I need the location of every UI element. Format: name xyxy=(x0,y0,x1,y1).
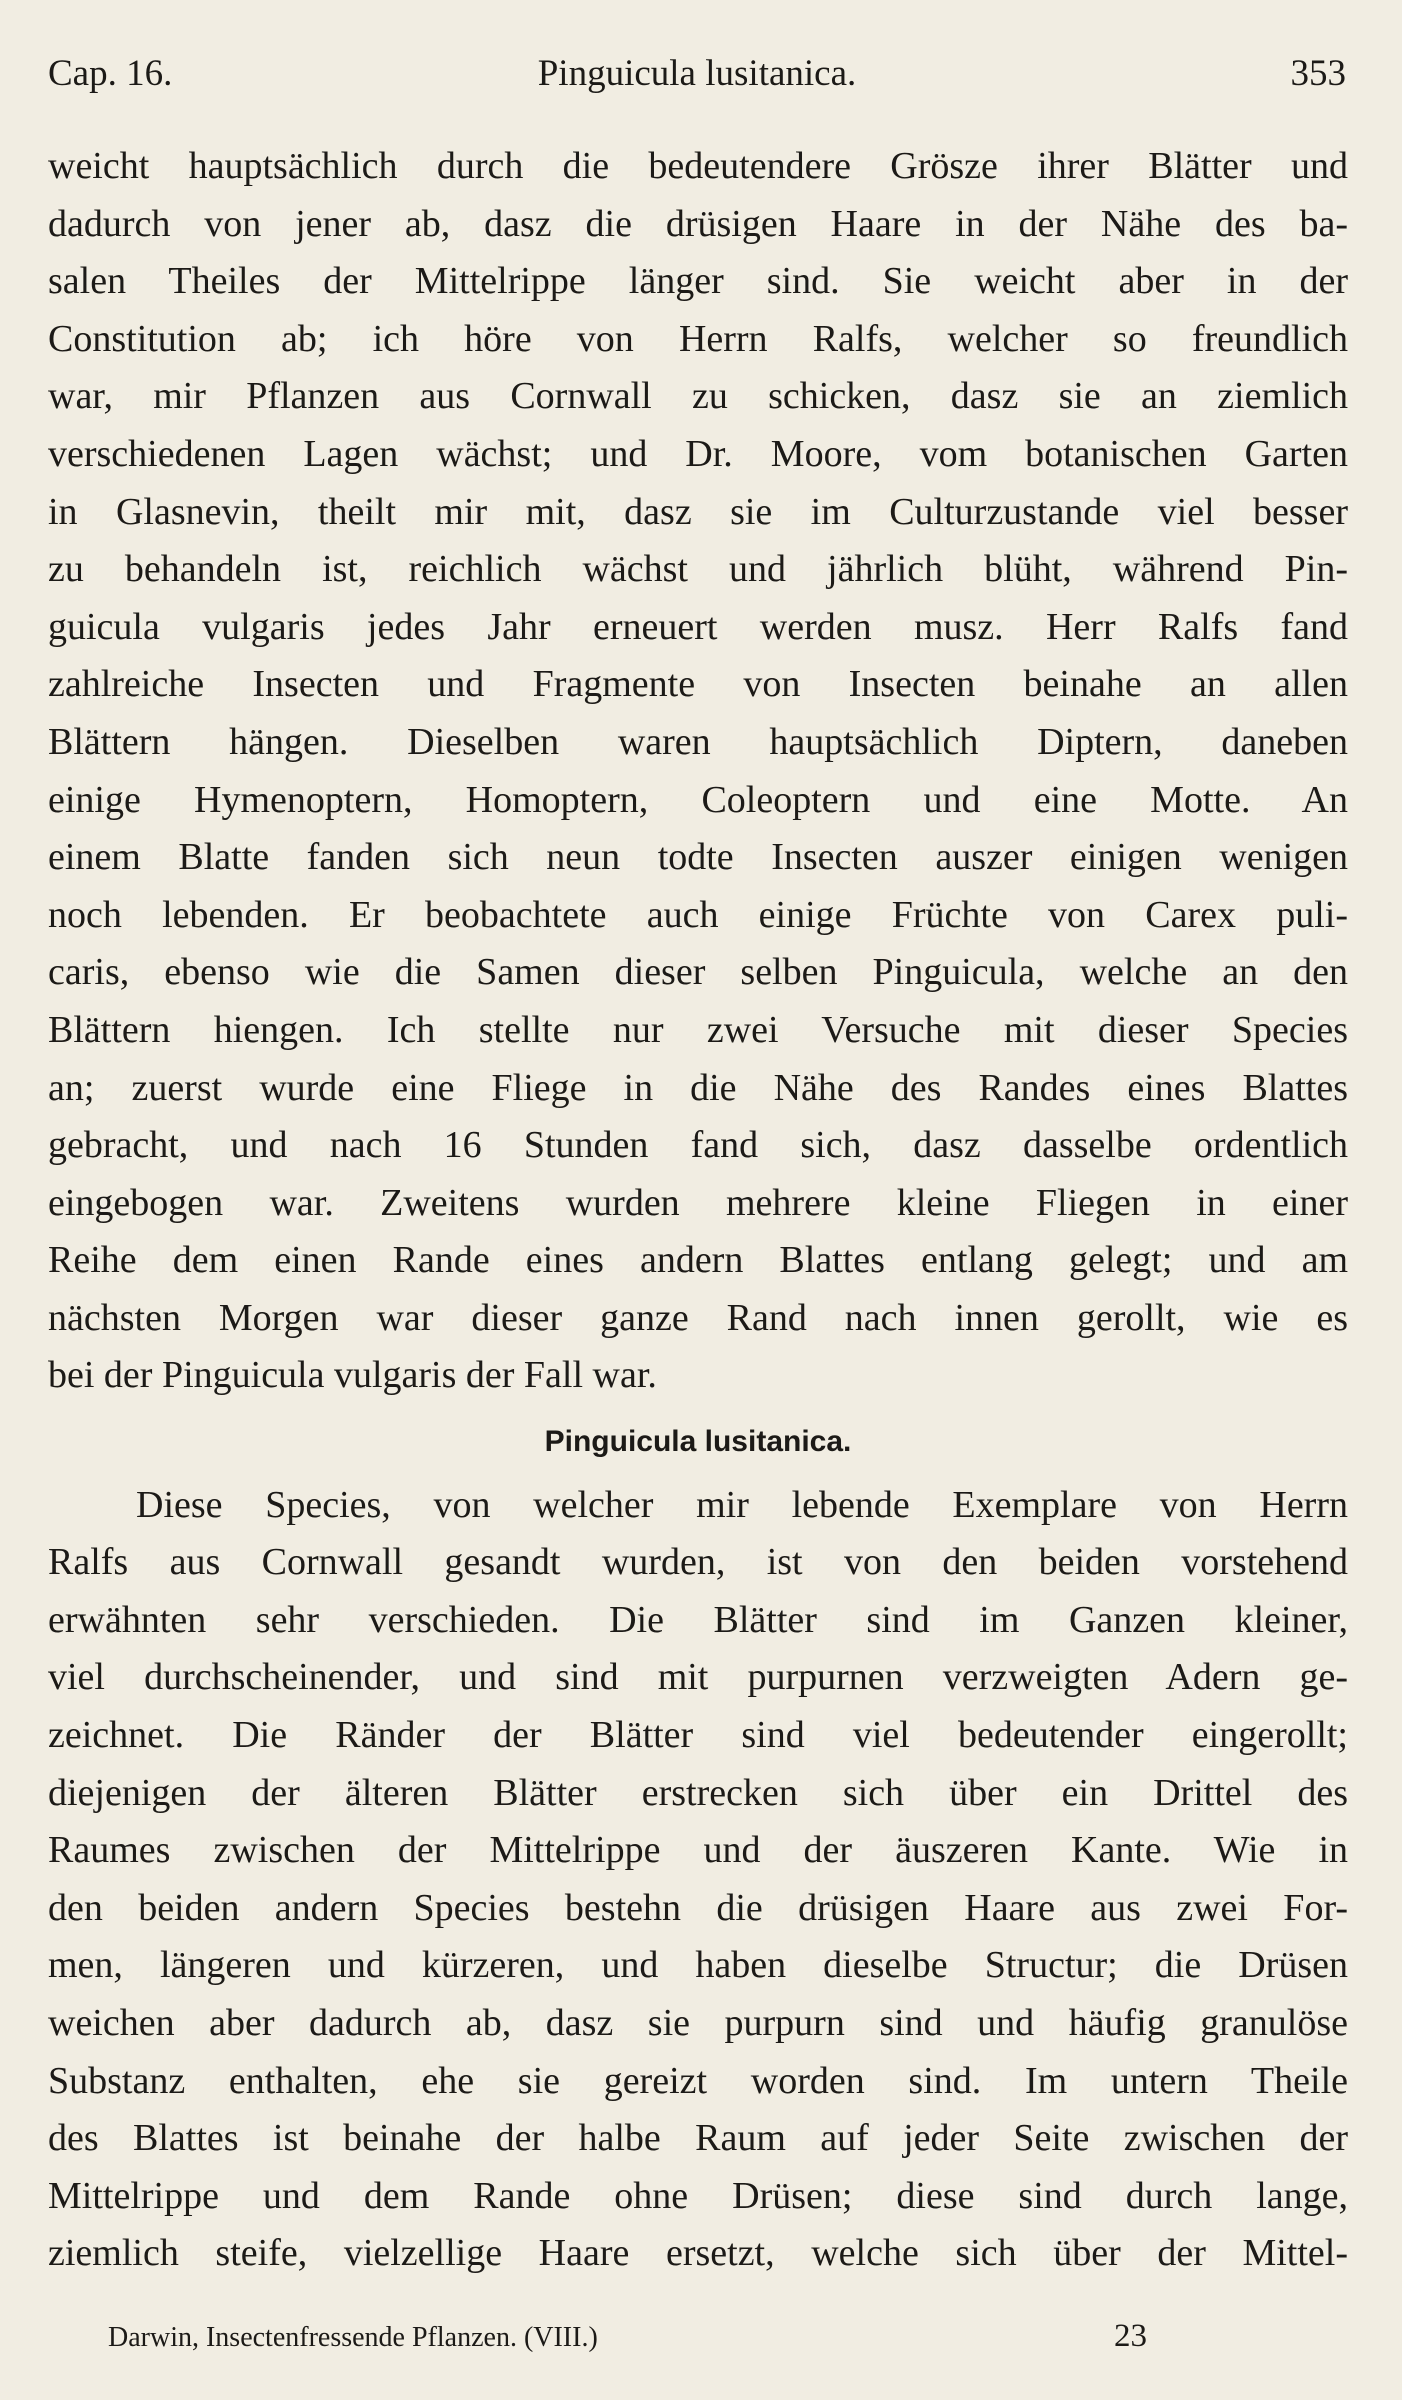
text-line: zu behandeln ist, reichlich wächst und jährlich blüht, während Pin- xyxy=(48,548,1348,591)
page-footer xyxy=(108,2318,1346,2358)
text-line: den beiden andern Species bestehn die drüsigen Haare aus zwei For- xyxy=(48,1886,1348,1929)
text-line: dadurch von jener ab, dasz die drüsigen Haare in der Nähe des ba- xyxy=(48,202,1348,245)
chapter-label: Cap. 16. xyxy=(48,53,173,94)
text-line: Reihe dem einen Rande eines andern Blattes entlang gelegt; und am xyxy=(48,1239,1348,1282)
text-line: Mittelrippe und dem Rande ohne Drüsen; diese sind durch lange, xyxy=(48,2174,1348,2217)
text-line: eingebogen war. Zweitens wurden mehrere kleine Fliegen in einer xyxy=(48,1181,1348,1224)
text-line: diejenigen der älteren Blätter erstrecken sich über ein Drittel des xyxy=(48,1771,1348,1814)
text-line: Substanz enthalten, ehe sie gereizt worden sind. Im untern Theile xyxy=(48,2059,1348,2102)
text-line: zahlreiche Insecten und Fragmente von Insecten beinahe an allen xyxy=(48,663,1348,706)
text-line: Diese Species, von welcher mir lebende Exemplare von Herrn xyxy=(136,1483,1348,1526)
text-line: noch lebenden. Er beobachtete auch einige Früchte von Carex puli- xyxy=(48,893,1348,936)
paragraph-2 xyxy=(48,1477,1348,2283)
body-text xyxy=(48,138,1348,2283)
text-line: war, mir Pflanzen aus Cornwall zu schicken, dasz sie an ziemlich xyxy=(48,375,1348,418)
text-line: Ralfs aus Cornwall gesandt wurden, ist von den beiden vorstehend xyxy=(48,1541,1348,1584)
text-line: Blättern hiengen. Ich stellte nur zwei Versuche mit dieser Species xyxy=(48,1008,1348,1051)
text-line: weicht hauptsächlich durch die bedeutendere Grösze ihrer Blätter und xyxy=(48,145,1348,187)
text-line: gebracht, und nach 16 Stunden fand sich, dasz dasselbe ordentlich xyxy=(48,1124,1348,1167)
text-line: guicula vulgaris jedes Jahr erneuert werden musz. Herr Ralfs fand xyxy=(48,605,1348,648)
text-line: des Blattes ist beinahe der halbe Raum auf jeder Seite zwischen der xyxy=(48,2117,1348,2160)
text-line: an; zuerst wurde eine Fliege in die Nähe des Randes eines Blattes xyxy=(48,1066,1348,1109)
section-heading: Pinguicula lusitanica. xyxy=(544,1425,852,1459)
text-line: einem Blatte fanden sich neun todte Insecten auszer einigen wenigen xyxy=(48,836,1348,879)
signature-mark: 23 xyxy=(1114,2318,1147,2354)
text-line: men, längeren und kürzeren, und haben dieselbe Structur; die Drüsen xyxy=(48,1944,1348,1987)
text-line: caris, ebenso wie die Samen dieser selben Pinguicula, welche an den xyxy=(48,951,1348,994)
text-line: Raumes zwischen der Mittelrippe und der äuszeren Kante. Wie in xyxy=(48,1829,1348,1872)
text-line: Blättern hängen. Dieselben waren hauptsächlich Diptern, daneben xyxy=(48,720,1348,763)
text-line: viel durchscheinender, und sind mit purpurnen verzweigten Adern ge- xyxy=(48,1656,1348,1699)
text-line: bei der Pinguicula vulgaris der Fall war. xyxy=(48,1354,657,1397)
paragraph-1 xyxy=(48,138,1348,1405)
text-line: einige Hymenoptern, Homoptern, Coleoptern und eine Motte. An xyxy=(48,778,1348,821)
text-line: salen Theiles der Mittelrippe länger sind. Sie weicht aber in der xyxy=(48,260,1348,303)
text-line: zeichnet. Die Ränder der Blätter sind viel bedeutender eingerollt; xyxy=(48,1714,1348,1757)
text-line: nächsten Morgen war dieser ganze Rand nach innen gerollt, wie es xyxy=(48,1296,1348,1339)
text-line: in Glasnevin, theilt mir mit, dasz sie im Culturzustande viel besser xyxy=(48,490,1348,533)
running-head xyxy=(48,52,1346,102)
text-line: Constitution ab; ich höre von Herrn Ralfs, welcher so freundlich xyxy=(48,317,1348,360)
running-title: Pinguicula lusitanica. xyxy=(537,53,857,94)
text-line: erwähnten sehr verschieden. Die Blätter sind im Ganzen kleiner, xyxy=(48,1598,1348,1641)
text-line: weichen aber dadurch ab, dasz sie purpurn sind und häufig granulöse xyxy=(48,2002,1348,2044)
page-number: 353 xyxy=(1290,53,1346,94)
footer-title: Darwin, Insectenfressende Pflanzen. (VIII.) xyxy=(108,2322,598,2353)
text-line: verschiedenen Lagen wächst; und Dr. Moore, vom botanischen Garten xyxy=(48,432,1348,475)
text-line: ziemlich steife, vielzellige Haare ersetzt, welche sich über der Mittel- xyxy=(48,2232,1348,2275)
